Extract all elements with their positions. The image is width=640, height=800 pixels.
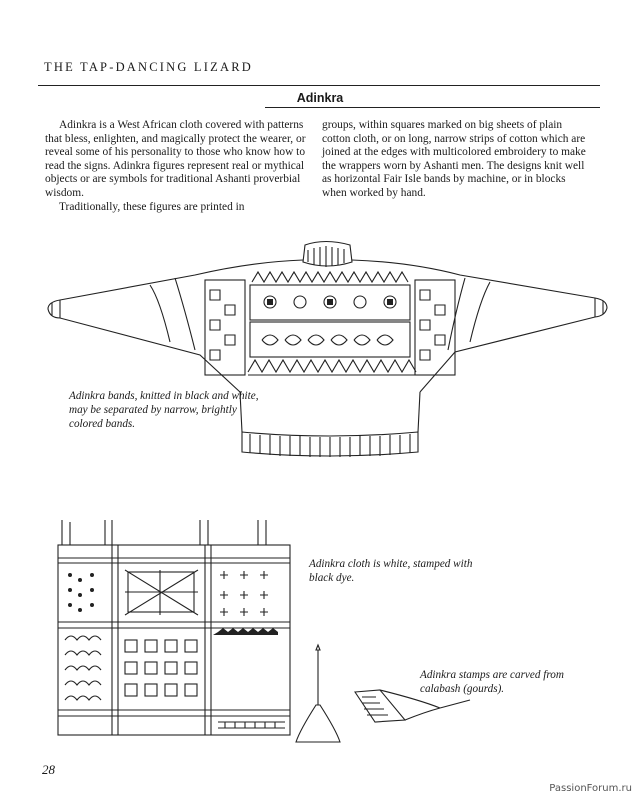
paragraph: groups, within squares marked on big sheets of plain cotton cloth, or on long, narrow strips of cotton which are joined at the edges with multicolored embroidery to make the wrappers worn by Ashanti men. The designs knit well as horizontal Fair Isle bands by machine, or in blocks when worked by hand. [322, 119, 586, 199]
caption-stamps: Adinkra stamps are carved from calabash (gourds). [420, 669, 564, 695]
paragraph: Traditionally, these figures are printed in [59, 200, 245, 213]
page-number: 28 [42, 762, 55, 777]
section-rule [265, 107, 600, 108]
caption-sweater: Adinkra bands, knitted in black and white, may be separated by narrow, brightly colored bands. [69, 390, 259, 430]
section-title: Adinkra [296, 91, 344, 105]
text-column-left [45, 119, 313, 214]
paragraph: Adinkra is a West African cloth covered with patterns that bless, enlighten, and magically protect the wearer, or reveal some of his personality to those who know how to read the signs. Adinkra figures represent real or mythical objects or are symbols for traditional Ashanti proverbial wisdom. [45, 119, 306, 199]
caption-cloth: Adinkra cloth is white, stamped with black dye. [309, 558, 473, 584]
running-head: THE TAP-DANCING LIZARD [44, 60, 253, 74]
watermark: PassionForum.ru [549, 783, 632, 794]
text-column-right [322, 119, 590, 201]
header-rule [38, 85, 600, 86]
